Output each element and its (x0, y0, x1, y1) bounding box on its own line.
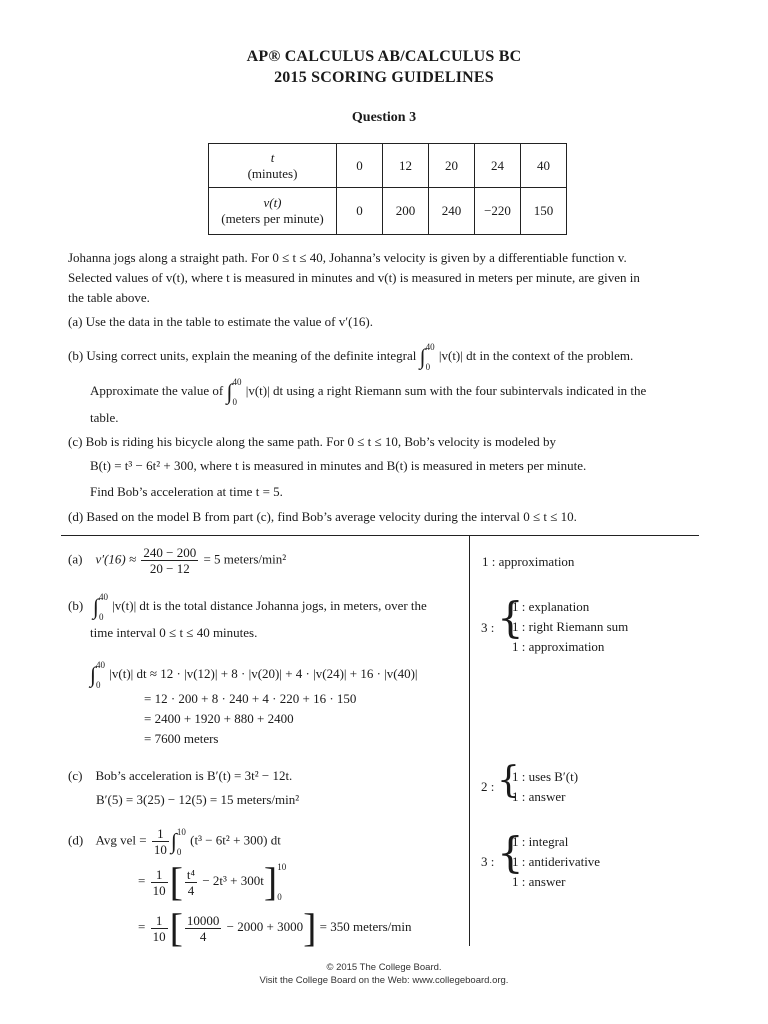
table-cell: 12 (383, 144, 429, 188)
score-b-item: 1 : explanation (512, 599, 590, 614)
solution-b-interval: time interval 0 ≤ t ≤ 40 minutes. (90, 625, 258, 640)
brace: { (497, 828, 524, 877)
question-c: (c) Bob is riding his bicycle along the same path. For 0 ≤ t ≤ 10, Bob’s velocity is modeled by (68, 434, 556, 449)
solution-c: (c) Bob’s acceleration is B′(t) = 3t² − 12t. (68, 768, 293, 783)
table-cell: 200 (383, 188, 429, 235)
table-cell: 240 (429, 188, 475, 235)
solution-b: (b) ∫ 40 0 |v(t)| dt is the total distance Johanna jogs, in meters, over the (68, 592, 427, 622)
question-b-part2: Approximate the value of ∫ 40 0 |v(t)| dt using a right Riemann sum with the four subintervals indicated in the (90, 377, 647, 407)
score-d-total: 3 : (481, 854, 495, 869)
table-cell: 0 (337, 144, 383, 188)
website-notice: Visit the College Board on the Web: www.collegeboard.org. (259, 975, 509, 986)
integral-sign: ∫ (90, 662, 97, 687)
question-c-model: B(t) = t³ − 6t² + 300, where t is measured in minutes and B(t) is measured in meters per minute. (90, 458, 587, 473)
solution-c-answer: B′(5) = 3(25) − 12(5) = 15 meters/min² (96, 792, 300, 807)
question-d: (d) Based on the model B from part (c), find Bob’s average velocity during the interval 0 ≤ t ≤ 10. (68, 509, 577, 524)
fraction: $\frac{\text{t⁴}}{4}$ (186, 866, 196, 898)
solution-d: (d) Avg vel = $\frac{1}{10}$ ∫ 10 0 (t³ − 6t² + 300) dt (68, 826, 281, 857)
solution-a: (a) v′(16) ≈ $\frac{240 - 200}{20 - 12}$ = 5 meters/min² (68, 545, 287, 576)
table-row (209, 188, 567, 235)
solution-b-answer: = 7600 meters (144, 731, 219, 746)
solution-top-rule (61, 535, 699, 536)
question-b-part3: table. (90, 410, 119, 425)
score-b-total: 3 : (481, 620, 495, 635)
table-cell: 0 (337, 188, 383, 235)
question-title: Question 3 (351, 110, 417, 125)
solution-b-riemann: ∫ 40 0 |v(t)| dt ≈ 12 · |v(12)| + 8 · |v(20)| + 4 · |v(24)| + 16 · |v(40)| (90, 660, 418, 690)
solution-d-result: = $\frac{1}{10}$ [ $\frac{10000}{4}$ − 2000 + 3000] = 350 meters/min (138, 905, 412, 950)
integral-sign: ∫ (226, 379, 233, 404)
table-header-v: v(t) (meters per minute) (209, 188, 337, 235)
integral-sign: ∫ (92, 594, 99, 619)
fraction: $\frac{240 - 200}{20 - 12}$ (143, 545, 197, 576)
score-c-item: 1 : answer (512, 789, 566, 804)
table-row (209, 144, 567, 188)
table-header-t: t (minutes) (209, 144, 337, 188)
score-b-item: 1 : approximation (512, 639, 605, 654)
fraction: $\frac{1}{10}$ (153, 826, 167, 857)
integral-sign: ∫ (170, 828, 177, 854)
score-d-item: 1 : antiderivative (512, 854, 601, 869)
score-c-item: 1 : uses B′(t) (512, 769, 579, 784)
score-a: 1 : approximation (482, 554, 575, 569)
footer (0, 961, 768, 987)
fraction: $\frac{1}{10}$ (152, 866, 166, 898)
score-d-item: 1 : answer (512, 874, 566, 889)
solution-d-antiderivative: = $\frac{1}{10}$ [ $\frac{\text{t⁴}}{4}$ − 2t³ + 300t] 10 0 (138, 859, 287, 904)
copyright: © 2015 The College Board. (326, 962, 442, 973)
table-cell: 20 (429, 144, 475, 188)
fraction: $\frac{1}{10}$ (152, 912, 166, 944)
solution-b-step: = 2400 + 1920 + 880 + 2400 (144, 711, 294, 726)
score-b-item: 1 : right Riemann sum (512, 619, 629, 634)
table-cell: 40 (521, 144, 567, 188)
fraction: $\frac{10000}{4}$ (186, 912, 220, 944)
score-d-item: 1 : integral (512, 834, 569, 849)
page-title: AP® CALCULUS AB/CALCULUS BC (246, 48, 522, 65)
question-c-task: Find Bob’s acceleration at time t = 5. (90, 484, 283, 499)
integral-sign: ∫ (419, 344, 426, 369)
table-cell: 150 (521, 188, 567, 235)
question-a: (a) Use the data in the table to estimate the value of v′(16). (68, 314, 373, 329)
brace: { (497, 760, 520, 801)
table-cell: 24 (475, 144, 521, 188)
solution-column-divider (469, 535, 470, 946)
brace: { (497, 593, 524, 642)
velocity-table (208, 143, 567, 235)
page-subtitle: 2015 SCORING GUIDELINES (274, 69, 494, 86)
problem-intro: Johanna jogs along a straight path. For 0 ≤ t ≤ 40, Johanna’s velocity is given by a differentiable function v. Selected values of v(t), where t is measured in minutes and v(t) is measured in meters per minute, are given in the table above. (68, 250, 640, 305)
question-b: (b) Using correct units, explain the meaning of the definite integral ∫ 40 0 |v(t)| dt in the context of the problem. (68, 342, 634, 372)
solution-b-step: = 12 · 200 + 8 · 240 + 4 · 220 + 16 · 150 (144, 691, 357, 706)
score-c-total: 2 : (481, 779, 495, 794)
table-cell: −220 (475, 188, 521, 235)
